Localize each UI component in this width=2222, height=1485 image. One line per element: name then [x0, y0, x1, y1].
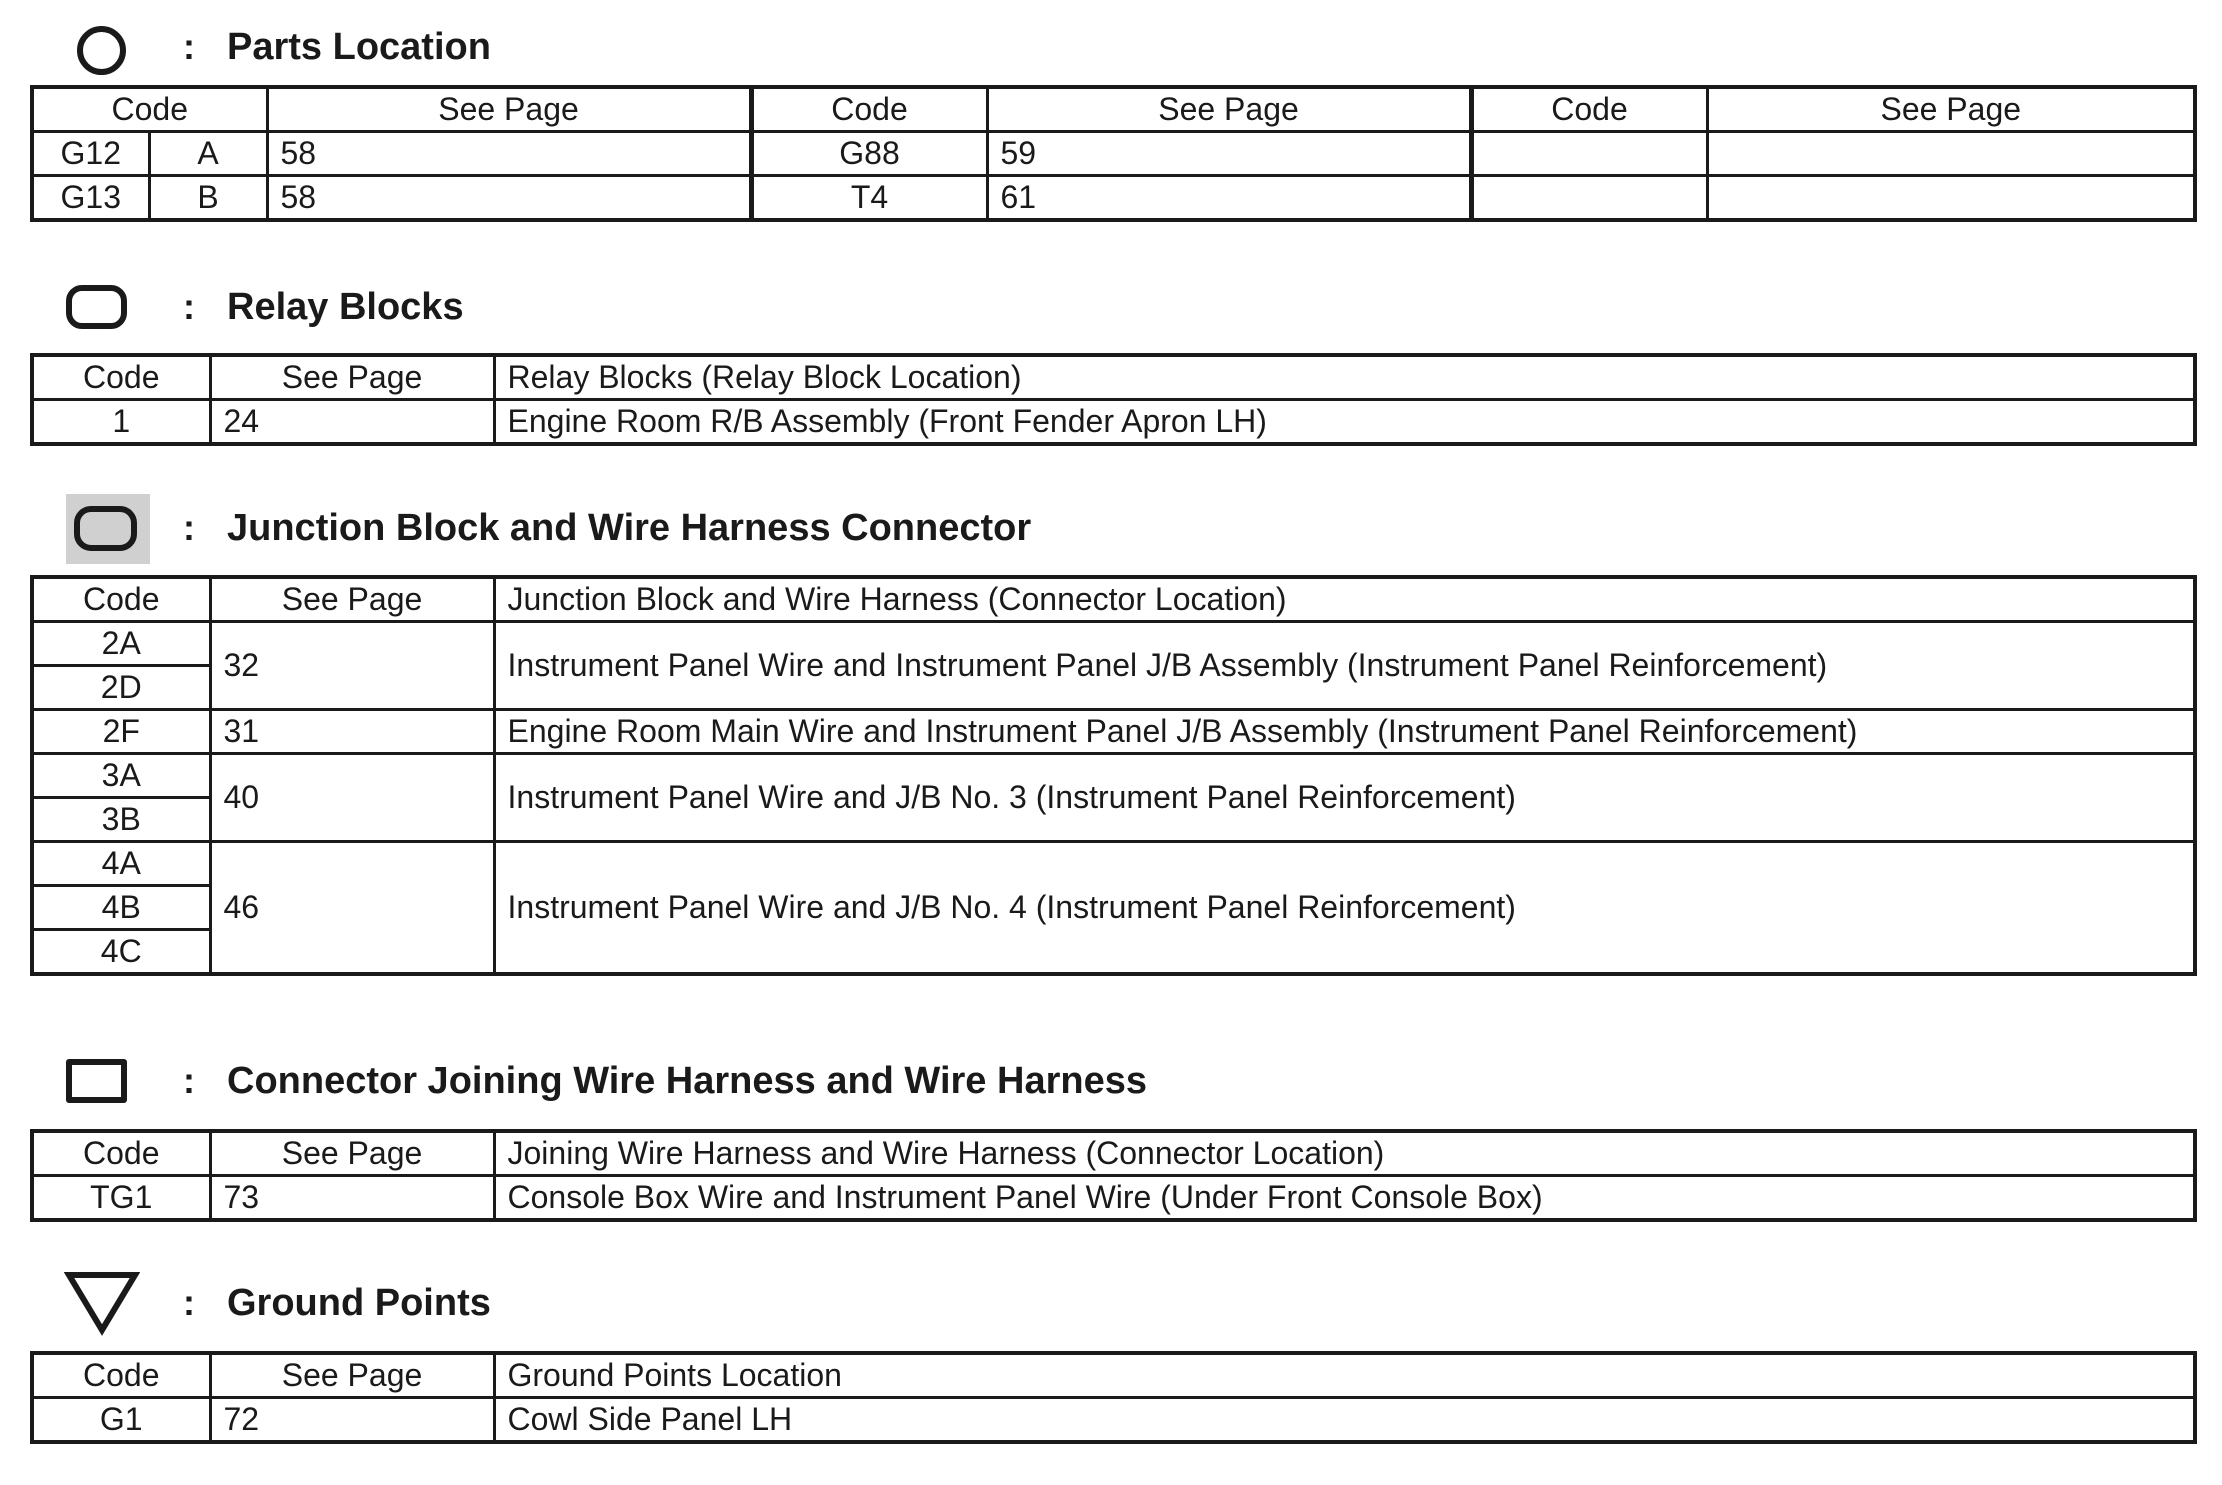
part-code — [1471, 176, 1707, 221]
connector-page: 46 — [210, 842, 494, 975]
column-header-see-page: See Page — [210, 355, 494, 400]
part-page: 59 — [987, 132, 1471, 176]
column-header-code: Code — [32, 577, 210, 622]
part-page — [1707, 132, 2195, 176]
parts-location-table — [30, 85, 2197, 222]
part-code: G88 — [751, 132, 987, 176]
triangle-down-icon — [64, 1270, 140, 1336]
shaded-rounded-rect-icon — [66, 494, 150, 564]
ground-points-heading — [0, 1270, 2222, 1340]
table-row — [32, 842, 2195, 886]
column-header-code: Code — [1471, 87, 1707, 132]
relay-description: Engine Room R/B Assembly (Front Fender Apron LH) — [494, 400, 2195, 445]
heading-colon: : — [183, 507, 195, 548]
connector-code: 4B — [32, 886, 210, 930]
connector-code: 4C — [32, 930, 210, 975]
connector-page: 40 — [210, 754, 494, 842]
column-header-code: Code — [32, 355, 210, 400]
table-row — [32, 710, 2195, 754]
part-sub-code: A — [149, 132, 267, 176]
column-header-code: Code — [32, 1353, 210, 1398]
part-code: G12 — [32, 132, 149, 176]
junction-block-table — [30, 575, 2197, 976]
part-code — [1471, 132, 1707, 176]
circle-icon — [77, 26, 126, 75]
connector-code: 2D — [32, 666, 210, 710]
parts-location-title: Parts Location — [227, 26, 491, 68]
relay-blocks-title: Relay Blocks — [227, 286, 464, 328]
connector-page: 32 — [210, 622, 494, 710]
connector-code: 3B — [32, 798, 210, 842]
joining-description: Console Box Wire and Instrument Panel Wire (Under Front Console Box) — [494, 1176, 2195, 1221]
connector-code: 3A — [32, 754, 210, 798]
ground-points-table — [30, 1351, 2197, 1444]
column-header-description: Junction Block and Wire Harness (Connector Location) — [494, 577, 2195, 622]
table-row — [32, 176, 2195, 221]
joining-connector-heading — [0, 1048, 2222, 1118]
heading-colon: : — [183, 1060, 195, 1101]
column-header-see-page: See Page — [210, 577, 494, 622]
part-page — [1707, 176, 2195, 221]
table-row — [32, 400, 2195, 445]
table-row — [32, 622, 2195, 666]
connector-code: 2F — [32, 710, 210, 754]
connector-description: Instrument Panel Wire and J/B No. 4 (Instrument Panel Reinforcement) — [494, 842, 2195, 975]
relay-code: 1 — [32, 400, 210, 445]
connector-code: 2A — [32, 622, 210, 666]
relay-page: 24 — [210, 400, 494, 445]
connector-description: Instrument Panel Wire and Instrument Panel J/B Assembly (Instrument Panel Reinforcement) — [494, 622, 2195, 710]
heading-colon: : — [183, 286, 195, 327]
connector-description: Engine Room Main Wire and Instrument Panel J/B Assembly (Instrument Panel Reinforcement) — [494, 710, 2195, 754]
heading-colon: : — [183, 26, 195, 67]
column-header-description: Ground Points Location — [494, 1353, 2195, 1398]
part-page: 58 — [267, 176, 751, 221]
part-code: T4 — [751, 176, 987, 221]
column-header-see-page: See Page — [267, 87, 751, 132]
table-header-row — [32, 577, 2195, 622]
ground-points-title: Ground Points — [227, 1282, 491, 1324]
table-header-row — [32, 87, 2195, 132]
table-header-row — [32, 355, 2195, 400]
column-header-code: Code — [751, 87, 987, 132]
part-sub-code: B — [149, 176, 267, 221]
column-header-see-page: See Page — [987, 87, 1471, 132]
joining-page: 73 — [210, 1176, 494, 1221]
joining-code: TG1 — [32, 1176, 210, 1221]
relay-blocks-table — [30, 353, 2197, 446]
table-row — [32, 1176, 2195, 1221]
relay-blocks-heading — [0, 272, 2222, 342]
joining-connector-title: Connector Joining Wire Harness and Wire Harness — [227, 1060, 1147, 1102]
heading-colon: : — [183, 1282, 195, 1323]
column-header-see-page: See Page — [210, 1131, 494, 1176]
ground-description: Cowl Side Panel LH — [494, 1398, 2195, 1443]
column-header-code: Code — [32, 87, 267, 132]
junction-block-heading — [0, 494, 2222, 564]
column-header-description: Relay Blocks (Relay Block Location) — [494, 355, 2195, 400]
table-row — [32, 754, 2195, 798]
column-header-see-page: See Page — [210, 1353, 494, 1398]
table-header-row — [32, 1131, 2195, 1176]
connector-description: Instrument Panel Wire and J/B No. 3 (Instrument Panel Reinforcement) — [494, 754, 2195, 842]
joining-connector-table — [30, 1129, 2197, 1222]
junction-block-title: Junction Block and Wire Harness Connector — [227, 507, 1032, 549]
column-header-description: Joining Wire Harness and Wire Harness (Connector Location) — [494, 1131, 2195, 1176]
ground-code: G1 — [32, 1398, 210, 1443]
rectangle-icon — [66, 1059, 127, 1103]
ground-page: 72 — [210, 1398, 494, 1443]
rounded-rect-icon — [66, 285, 127, 329]
table-row — [32, 132, 2195, 176]
connector-page: 31 — [210, 710, 494, 754]
parts-location-heading — [0, 14, 2222, 84]
part-page: 61 — [987, 176, 1471, 221]
connector-code: 4A — [32, 842, 210, 886]
part-page: 58 — [267, 132, 751, 176]
part-code: G13 — [32, 176, 149, 221]
column-header-code: Code — [32, 1131, 210, 1176]
column-header-see-page: See Page — [1707, 87, 2195, 132]
table-row — [32, 1398, 2195, 1443]
table-header-row — [32, 1353, 2195, 1398]
